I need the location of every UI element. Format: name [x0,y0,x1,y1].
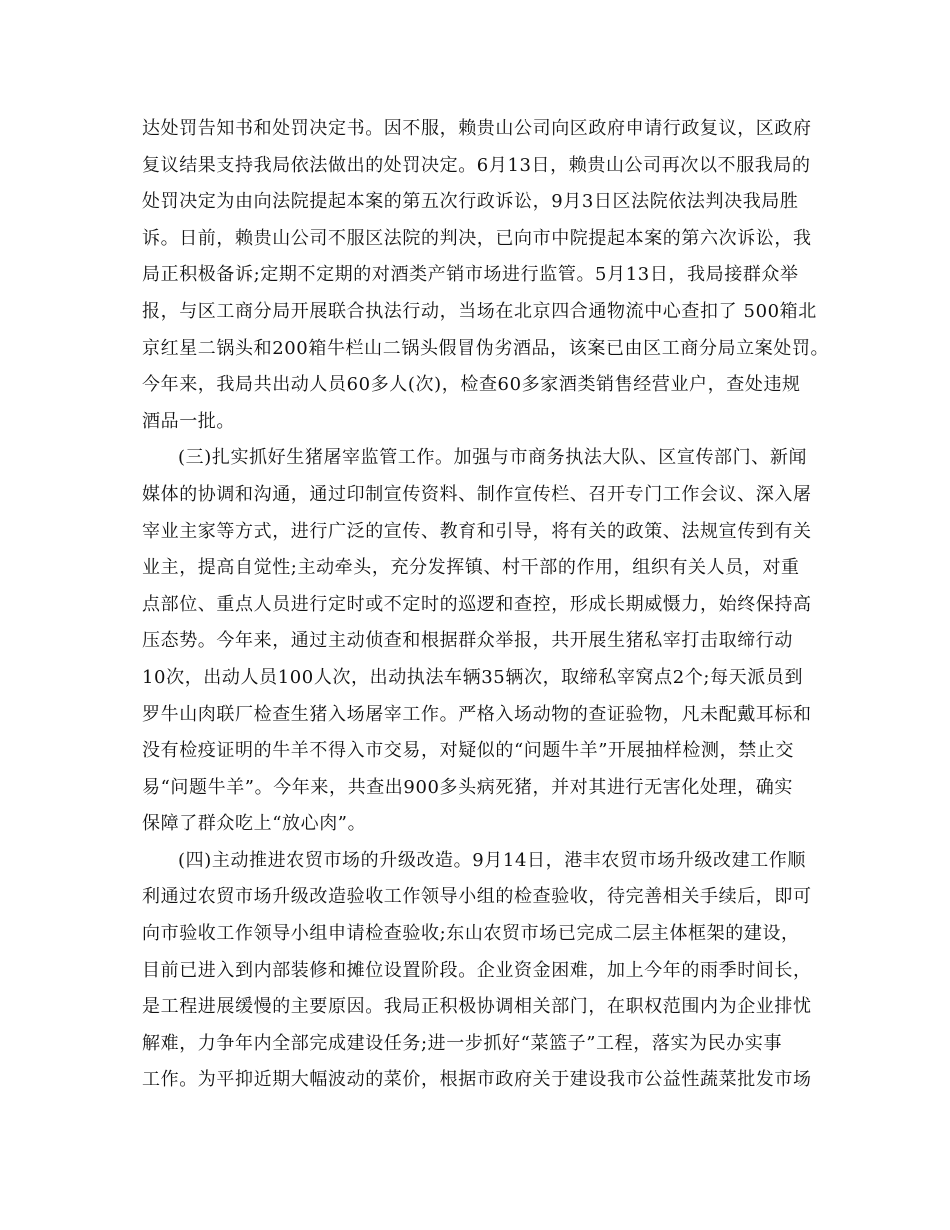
text-line: 目前已进入到内部装修和摊位设置阶段。企业资金困难，加上今年的雨季时间长， [142,959,812,981]
text-line: 复议结果支持我局依法做出的处罚决定。6月13日，赖贵山公司再次以不服我局的 [142,154,811,176]
text-line: 压态势。今年来，通过主动侦查和根据群众举报，共开展生猪私宰打击取缔行动 [142,630,793,652]
text-line: 没有检疫证明的牛羊不得入市交易，对疑似的“问题牛羊”开展抽样检测，禁止交 [142,740,795,762]
text-line-first: (四)主动推进农贸市场的升级改造。9月14日，港丰农贸市场升级改建工作顺 [178,849,806,871]
text-line: 酒品一批。 [142,410,235,432]
text-line: 京红星二锅头和200箱牛栏山二锅头假冒伪劣酒品，该案已由区工商分局立案处罚。 [142,337,830,359]
text-line: 达处罚告知书和处罚决定书。因不服，赖贵山公司向区政府申请行政复议，区政府 [142,118,812,139]
text-line: 业主，提高自觉性;主动牵头，充分发挥镇、村干部的作用，组织有关人员，对重 [142,557,800,579]
text-line: 罗牛山肉联厂检查生猪入场屠宰工作。严格入场动物的查证验物，凡未配戴耳标和 [142,703,812,725]
text-line: 向市验收工作领导小组申请检查验收;东山农贸市场已完成二层主体框架的建设， [142,923,800,945]
text-line: 工作。为平抑近期大幅波动的菜价，根据市政府关于建设我市公益性蔬菜批发市场 [142,1069,812,1091]
text-line: 媒体的协调和沟通，通过印制宣传资料、制作宣传栏、召开专门工作会议、深入屠 [142,483,812,505]
text-line-first: (三)扎实抓好生猪屠宰监管工作。加强与市商务执法大队、区宣传部门、新闻 [178,447,808,469]
paragraph-pig-slaughter-supervision [142,440,818,843]
text-line: 易“问题牛羊”。今年来，共查出900多头病死猪，并对其进行无害化处理，确实 [142,776,793,798]
text-line: 报，与区工商分局开展联合执法行动，当场在北京四合通物流中心查扣了 500箱北 [142,300,817,322]
paragraph-market-upgrade [142,843,818,1099]
text-line: 解难，力争年内全部完成建设任务;进一步抓好“菜篮子”工程，落实为民办实事 [142,1032,783,1054]
text-line: 今年来，我局共出动人员60多人(次)，检查60多家酒类销售经营业户，查处违规 [142,374,801,396]
paragraph-continued [142,111,830,440]
text-line: 利通过农贸市场升级改造验收工作领导小组的检查验收，待完善相关手续后，即可 [142,886,812,908]
text-line: 10次，出动人员100人次，出动执法车辆35辆次，取缔私宰窝点2个;每天派员到 [142,666,804,688]
document-body [142,111,830,1099]
text-line: 局正积极备诉;定期不定期的对酒类产销市场进行监管。5月13日，我局接群众举 [142,264,799,286]
text-line: 宰业主家等方式，进行广泛的宣传、教育和引导，将有关的政策、法规宣传到有关 [142,520,812,542]
text-line: 保障了群众吃上“放心肉”。 [142,813,367,835]
text-line: 是工程进展缓慢的主要原因。我局正积极协调相关部门，在职权范围内为企业排忧 [142,996,812,1018]
text-line: 诉。日前，赖贵山公司不服区法院的判决，已向市中院提起本案的第六次诉讼，我 [142,227,812,249]
text-line: 点部位、重点人员进行定时或不定时的巡逻和查控，形成长期威慑力，始终保持高 [142,593,812,615]
text-line: 处罚决定为由向法院提起本案的第五次行政诉讼，9月3日区法院依法判决我局胜 [142,191,799,213]
